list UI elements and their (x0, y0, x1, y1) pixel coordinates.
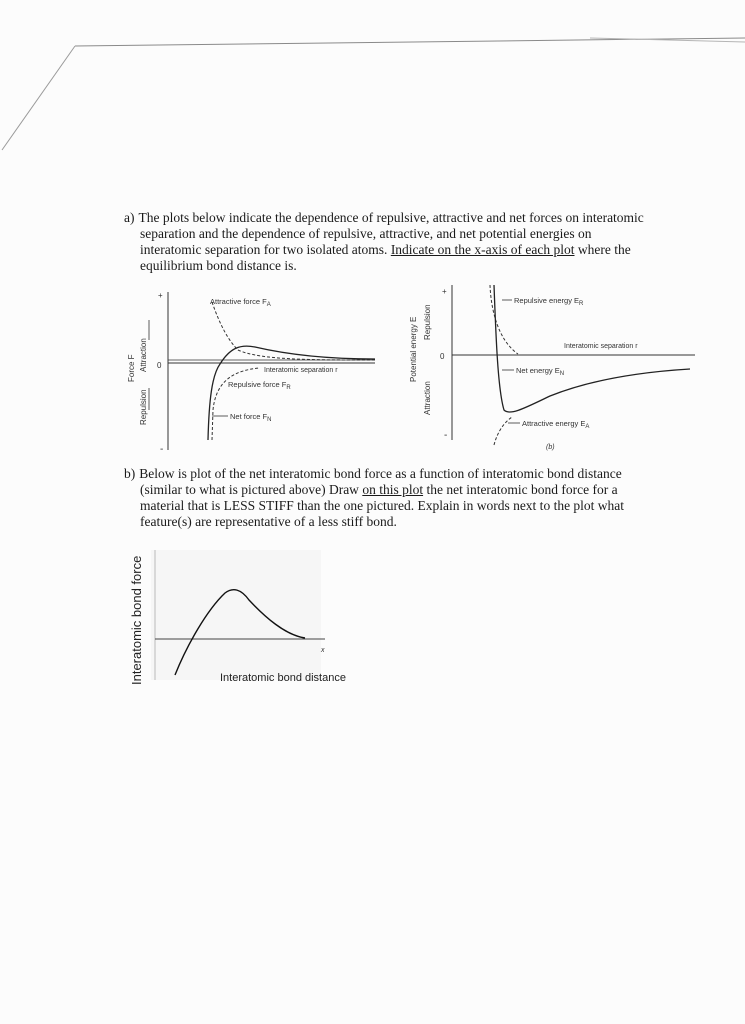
bond-force-plot-area[interactable] (151, 550, 321, 680)
energy-plot-minus: - (444, 430, 448, 441)
question-a-line4: equilibrium bond distance is. (140, 258, 297, 273)
bond-force-plot-xlabel: Interatomic bond distance (220, 672, 346, 684)
question-a-label: a) (124, 210, 135, 225)
question-a-line3-post: where the (574, 242, 631, 257)
attractive-force-label-sub: A (266, 302, 271, 308)
question-b-line2-post: the net interatomic bond force for a (423, 482, 618, 497)
question-b-instruction: on this plot (362, 482, 424, 497)
net-force-label (230, 412, 271, 423)
question-a-line3 (124, 242, 644, 258)
force-plot-plus: + (158, 291, 163, 300)
repulsive-force-curve (212, 368, 260, 440)
attractive-energy-curve (494, 417, 512, 445)
question-a-line3-pre: interatomic separation for two isolated atoms. (140, 242, 391, 257)
attractive-energy-label-sub: A (585, 424, 590, 430)
net-force-label-text: Net force F (230, 412, 268, 421)
attractive-force-label-text: Attractive force F (210, 297, 267, 306)
question-b-label: b) (124, 466, 136, 481)
attractive-force-curve (212, 302, 375, 360)
attractive-energy-label (522, 419, 589, 430)
net-energy-label (516, 366, 564, 377)
repulsive-force-label-sub: R (286, 385, 291, 391)
bond-force-plot-x-symbol: x (321, 647, 325, 654)
force-plot-minus: - (160, 444, 164, 455)
repulsive-energy-label (514, 296, 584, 307)
force-plot-repulsion-label: Repulsion (139, 389, 148, 425)
force-plot-zero: 0 (157, 361, 162, 370)
repulsive-energy-label-text: Repulsive energy E (514, 296, 580, 305)
scan-corner-edge (2, 46, 75, 150)
force-plot-attraction-label: Attraction (139, 338, 148, 372)
bond-force-plot-ylabel: Interatomic bond force (129, 555, 144, 685)
energy-plot-panel-label: (b) (546, 444, 555, 451)
energy-plot-attraction-label: Attraction (423, 381, 432, 415)
attractive-energy-label-text: Attractive energy E (522, 419, 586, 428)
force-plot (120, 280, 385, 455)
bond-force-plot[interactable] (125, 545, 355, 695)
energy-plot-ylabel: Potential energy E (409, 316, 418, 382)
question-b (124, 466, 644, 530)
force-plot-xlabel: Interatomic separation r (264, 367, 338, 374)
question-a-line1: The plots below indicate the dependence of repulsive, attractive and net forces on interatomic (138, 210, 644, 225)
energy-plot-zero: 0 (440, 352, 445, 361)
repulsive-force-label (228, 380, 291, 391)
net-energy-label-text: Net energy E (516, 366, 560, 375)
repulsive-force-label-text: Repulsive force F (228, 380, 287, 389)
question-b-line2 (124, 482, 644, 498)
question-a-line2: separation and the dependence of repulsive, attractive, and net potential energies on (140, 226, 592, 241)
question-b-line2-pre: (similar to what is pictured above) Draw (140, 482, 363, 497)
energy-plot (390, 280, 700, 455)
energy-plot-xlabel: Interatomic separation r (564, 343, 638, 350)
question-b-line4: feature(s) are representative of a less stiff bond. (140, 514, 397, 529)
attractive-force-label (210, 297, 271, 308)
question-b-line3: material that is LESS STIFF than the one pictured. Explain in words next to the plot what (140, 498, 625, 513)
question-a (124, 210, 644, 274)
force-plot-ylabel: Force F (127, 354, 136, 382)
question-b-line1: Below is plot of the net interatomic bond force as a function of interatomic bond distance (139, 466, 622, 481)
question-a-instruction: Indicate on the x-axis of each plot (390, 242, 575, 257)
energy-plot-plus: + (442, 287, 447, 296)
repulsive-energy-label-sub: R (579, 301, 584, 307)
net-force-label-sub: N (267, 417, 272, 423)
energy-plot-repulsion-label: Repulsion (423, 304, 432, 340)
net-energy-label-sub: N (559, 371, 565, 377)
